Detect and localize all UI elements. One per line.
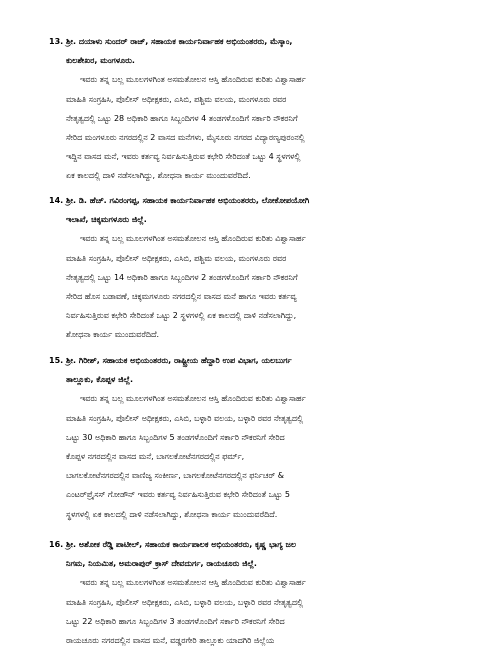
entry-body-line: ಒಟ್ಟು 22 ಅಧಿಕಾರಿ ಹಾಗೂ ಸಿಬ್ಬಂದಿಗಳ 3 ತಂಡಗಳೊಂದಿಗೆ ಸರ್ಕಾರಿ ನೌಕರನಿಗೆ ಸೇರಿದ <box>66 616 285 626</box>
entry-15 <box>49 351 444 524</box>
entry-heading-line <box>49 351 444 370</box>
entry-heading-text: ಶ್ರೀ. ಡಿ. ಹೆಚ್. ಗವಿರಂಗಪ್ಪ, ಸಹಾಯಕ ಕಾರ್ಯನಿರ್ವಾಹಕ ಅಭಿಯಂತರರು, ಲೋಕೋಪಯೋಗಿ <box>66 196 310 205</box>
entry-16 <box>49 535 444 650</box>
entry-heading-line <box>49 191 444 210</box>
entry-heading-line: ಕುಲಶೇಖರ, ಮಂಗಳೂರು. <box>66 56 135 66</box>
entry-body-line: ಸ್ಥಳಗಳಲ್ಲಿ ಏಕ ಕಾಲದಲ್ಲಿ ದಾಳಿ ನಡೆಸಲಾಗಿದ್ದು, ಶೋಧನಾ ಕಾರ್ಯ ಮುಂದುವರೆದಿದೆ. <box>66 509 278 519</box>
entry-body-line: ಮಾಹಿತಿ ಸಂಗ್ರಹಿಸಿ, ಪೊಲೀಸ್ ಅಧೀಕ್ಷಕರು, ಎಸಿಬಿ, ಬಳ್ಳಾರಿ ವಲಯ, ಬಳ್ಳಾರಿ ರವರ ನೇತೃತ್ವದಲ್ಲಿ <box>66 597 304 607</box>
entry-body-line: ಸೇರಿದ ಮಂಗಳೂರು ನಗರದಲ್ಲಿನ 2 ವಾಸದ ಮನೆಗಳು, ಮೈಸೂರು ನಗರದ ವಿದ್ಯಾರಣ್ಯಪುರಂನಲ್ಲಿ <box>66 132 305 142</box>
entry-body-line: ಇವರು ತನ್ನ ಬಲ್ಲ ಮೂಲಗಳಗಿಂತ ಅಸಮತೋಲನ ಆಸ್ತಿ ಹೊಂದಿರುವ ಕುರಿತು ವಿಶ್ವಾಸಾರ್ಹ <box>80 394 306 404</box>
entry-heading-line <box>49 535 444 554</box>
entry-heading-line: ತಾಲ್ಲೂಕು, ಕೊಪ್ಪಳ ಜಿಲ್ಲೆ. <box>66 375 134 385</box>
entry-heading-line: ನಿಗಮ, ನಿಯಮಿತ, ಅಮರಾಪುರ್ ಕ್ರಾಸ್ ದೇವದುರ್ಗ, ರಾಯಚೂರು ಜಿಲ್ಲೆ. <box>66 559 257 569</box>
entry-13 <box>49 32 444 186</box>
entry-body-line: ನಿರ್ವಹಿಸುತ್ತಿರುವ ಕಛೇರಿ ಸೇರಿದಂತೆ ಒಟ್ಟು 2 ಸ್ಥಳಗಳಲ್ಲಿ ಏಕ ಕಾಲದಲ್ಲಿ ದಾಳಿ ನಡೆಸಲಾಗಿದ್ದು, <box>66 311 297 321</box>
entry-body-line: ಇವರು ತನ್ನ ಬಲ್ಲ ಮೂಲಗಳಗಿಂತ ಅಸಮತೋಲನ ಆಸ್ತಿ ಹೊಂದಿರುವ ಕುರಿತು ವಿಶ್ವಾಸಾರ್ಹ <box>80 234 306 244</box>
entry-body-line: ಕೊಪ್ಪಳ ನಗರದಲ್ಲಿನ ವಾಸದ ಮನೆ, ಬಾಗಲಕೋಟೆನಗರದಲ್ಲಿನ ಫರ್ಮ್, <box>66 451 245 461</box>
entry-body-line: ಮಾಹಿತಿ ಸಂಗ್ರಹಿಸಿ, ಪೊಲೀಸ್ ಅಧೀಕ್ಷಕರು, ಎಸಿಬಿ, ಪಶ್ಚಿಮ ವಲಯ, ಮಂಗಳೂರು ರವರ <box>66 253 287 263</box>
entry-body-line: ನೇತೃತ್ವದಲ್ಲಿ ಒಟ್ಟು 28 ಅಧಿಕಾರಿ ಹಾಗೂ ಸಿಬ್ಬಂದಿಗಳ 4 ತಂಡಗಳೊಂದಿಗೆ ಸರ್ಕಾರಿ ನೌಕರನಿಗೆ <box>66 113 298 123</box>
entry-body-line: ಇವರು ತನ್ನ ಬಲ್ಲ ಮೂಲಗಳಗಿಂತ ಅಸಮತೋಲನ ಆಸ್ತಿ ಹೊಂದಿರುವ ಕುರಿತು ವಿಶ್ವಾಸಾರ್ಹ <box>80 75 306 85</box>
entry-heading-text: ಶ್ರೀ. ದಯಾಳು ಸುಂದರ್ ರಾಜ್, ಸಹಾಯಕ ಕಾರ್ಯನಿರ್ವಾಹಕ ಅಭಿಯಂತರರು, ಮೆಸ್ಕಾಂ, <box>66 37 293 46</box>
entry-number: 13. <box>49 37 64 46</box>
entry-heading-line: ಇಲಾಖೆ, ಚಿಕ್ಕಮಗಳೂರು ಜಿಲ್ಲೆ. <box>66 215 147 225</box>
entry-14 <box>49 191 444 345</box>
entry-body-line: ಎಂಟರ್‌ಪ್ರೈಸಸ್ ಗೋಡೌನ್ ಇವರು ಕರ್ತವ್ಯ ನಿರ್ವಹಿಸುತ್ತಿರುವ ಕಛೇರಿ ಸೇರಿದಂತೆ ಒಟ್ಟು 5 <box>66 490 290 500</box>
entry-body-line: ಸೇರಿದ ಹೊಸ ಬಡಾವಣೆ, ಚಿಕ್ಕಮಗಳೂರು ನಗರದಲ್ಲಿನ ವಾಸದ ಮನೆ ಹಾಗೂ ಇವರು ಕರ್ತವ್ಯ <box>66 291 297 301</box>
entry-body-line: ಶೋಧನಾ ಕಾರ್ಯ ಮುಂದುವರೆದಿದೆ. <box>66 330 160 340</box>
entry-number: 15. <box>49 356 64 365</box>
entry-heading-text: ಶ್ರೀ. ಗಿರೀಶ್, ಸಹಾಯಕ ಅಭಿಯಂತರರು, ರಾಷ್ಟ್ರೀಯ ಹೆದ್ದಾರಿ ಉಪ ವಿಭಾಗ, ಯಲಬುರ್ಗ <box>66 356 292 365</box>
entry-body-line: ನೇತೃತ್ವದಲ್ಲಿ ಒಟ್ಟು 14 ಅಧಿಕಾರಿ ಹಾಗೂ ಸಿಬ್ಬಂದಿಗಳ 2 ತಂಡಗಳೊಂದಿಗೆ ಸರ್ಕಾರಿ ನೌಕರನಿಗೆ <box>66 272 298 282</box>
entry-body-line: ಒಟ್ಟು 30 ಅಧಿಕಾರಿ ಹಾಗೂ ಸಿಬ್ಬಂದಿಗಳ 5 ತಂಡಗಳೊಂದಿಗೆ ಸರ್ಕಾರಿ ನೌಕರನಿಗೆ ಸೇರಿದ <box>66 432 285 442</box>
entry-heading-text: ಶ್ರೀ. ಅಶೋಕ ರೆಡ್ಡಿ ಪಾಟೀಲ್, ಸಹಾಯಕ ಕಾರ್ಯಪಾಲಕ ಅಭಿಯಂತರರು, ಕೃಷ್ಣ ಭಾಗ್ಯ ಜಲ <box>66 540 297 549</box>
entry-body-line: ಮಾಹಿತಿ ಸಂಗ್ರಹಿಸಿ, ಪೊಲೀಸ್ ಅಧೀಕ್ಷಕರು, ಎಸಿಬಿ, ಬಳ್ಳಾರಿ ವಲಯ, ಬಳ್ಳಾರಿ ರವರ ನೇತೃತ್ವದಲ್ಲಿ <box>66 413 304 423</box>
entry-body-line: ರಾಯಚೂರು ನಗರದಲ್ಲಿನ ವಾಸದ ಮನೆ, ವಡ್ಡರಗೇರಿ ತಾಲ್ಲೂಕು ಯಾದಗಿರಿ ಜಿಲ್ಲೆಯ <box>66 635 275 645</box>
entry-number: 14. <box>49 196 64 205</box>
entry-body-line: ಇವರು ತನ್ನ ಬಲ್ಲ ಮೂಲಗಳಗಿಂತ ಅಸಮತೋಲನ ಆಸ್ತಿ ಹೊಂದಿರುವ ಕುರಿತು ವಿಶ್ವಾಸಾರ್ಹ <box>80 578 306 588</box>
entry-body-line: ಏಕ ಕಾಲದಲ್ಲಿ ದಾಳಿ ನಡೆಸಲಾಗಿದ್ದು, ಶೋಧನಾ ಕಾರ್ಯ ಮುಂದುವರೆದಿದೆ. <box>66 171 251 181</box>
entry-body-line: ಮಾಹಿತಿ ಸಂಗ್ರಹಿಸಿ, ಪೊಲೀಸ್ ಅಧೀಕ್ಷಕರು, ಎಸಿಬಿ, ಪಶ್ಚಿಮ ವಲಯ, ಮಂಗಳೂರು ರವರ <box>66 94 287 104</box>
entry-body-line: ಇದ್ದಿನ ವಾಸದ ಮನೆ, ಇವರು ಕರ್ತವ್ಯ ನಿರ್ವಹಿಸುತ್ತಿರುವ ಕಛೇರಿ ಸೇರಿದಂತೆ ಒಟ್ಟು 4 ಸ್ಥಳಗಳಲ್ಲಿ <box>66 152 301 162</box>
entry-heading-line <box>49 32 444 51</box>
entry-number: 16. <box>49 540 64 549</box>
entry-body-line: ಬಾಗಲಕೋಟೆನಗರದಲ್ಲಿನ ವಾಣಿಜ್ಯ ಸಂಕೀರ್ಣ, ಬಾಗಲಕೋಟೆನಗರದಲ್ಲಿನ ಫರ್ನಿಚರ್ & <box>66 471 284 481</box>
